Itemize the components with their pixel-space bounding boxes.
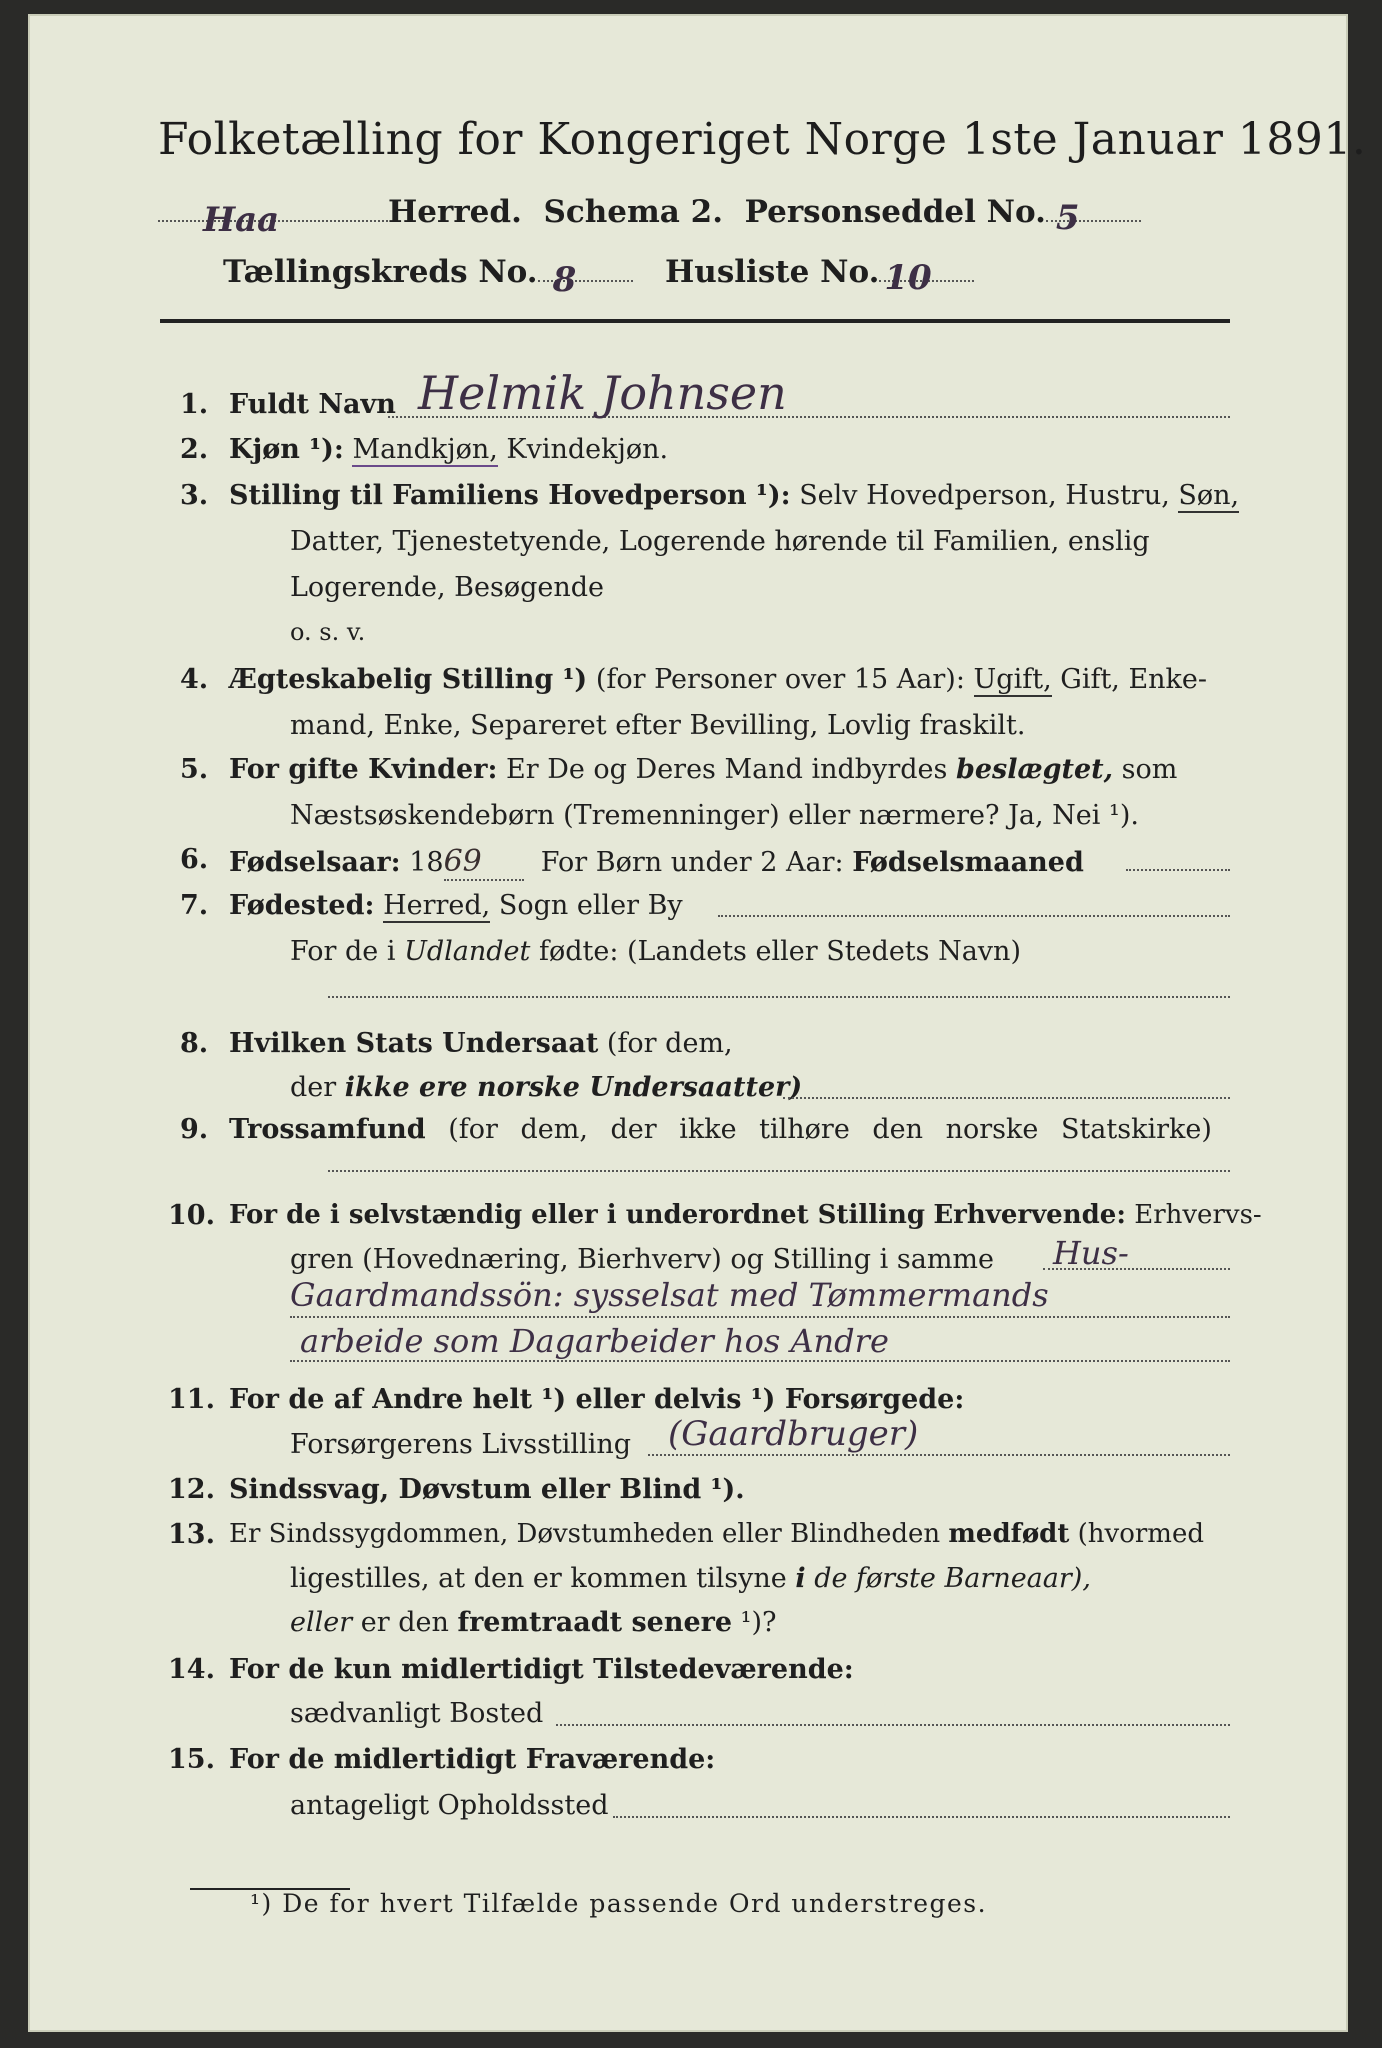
q8-text2-italic: ikke ere norske Undersaatter) — [344, 1072, 803, 1103]
q13-text2-bold: i — [795, 1563, 806, 1594]
q10-number: 10. — [168, 1200, 215, 1231]
q9-line1 — [229, 1114, 1212, 1145]
q10-line4 — [290, 1360, 1230, 1362]
q3-line1 — [229, 480, 1239, 511]
q7-text2b: fødte: (Landets eller Stedets Navn) — [538, 936, 1021, 967]
q8-text1: (for dem, — [606, 1028, 733, 1059]
q2-label: Kjøn ¹): — [229, 434, 344, 465]
q8-number: 8. — [180, 1028, 209, 1059]
q2-option-kvindekjon: Kvindekjøn. — [506, 434, 669, 465]
q13-line1 — [229, 1519, 1204, 1549]
q10-label: For de i selvstændig eller i underordnet Stilling — [229, 1200, 926, 1230]
q13-line2 — [290, 1563, 1091, 1594]
form-title: Folketælling for Kongeriget Norge 1ste Januar 1891. — [158, 114, 1367, 165]
q7-line2 — [290, 936, 1021, 967]
q12-number: 12. — [168, 1474, 215, 1505]
q7-line — [718, 915, 1230, 917]
q13-number: 13. — [168, 1519, 215, 1550]
q4-text2: Gift, Enke- — [1060, 664, 1208, 695]
q5-text1: Er De og Deres Mand indbyrdes — [506, 754, 948, 785]
q7-text2a: For de i — [290, 936, 396, 967]
footnote: ¹) De for hvert Tilfælde passende Ord understreges. — [250, 1889, 988, 1918]
q13-text3a: er den — [360, 1607, 449, 1638]
q10-line3 — [290, 1316, 1230, 1318]
q3-option-son: Søn, — [1178, 480, 1240, 511]
herred-field — [158, 200, 388, 240]
q10-handwritten-1: Hus- — [1053, 1234, 1129, 1272]
q12-label: Sindssvag, Døvstum eller Blind ¹). — [229, 1474, 745, 1505]
q9-answer-line — [328, 1170, 1230, 1172]
q2-line — [229, 434, 668, 465]
q8-text2a: der — [290, 1072, 337, 1103]
census-form-page — [28, 14, 1367, 2032]
q9-number: 9. — [180, 1114, 209, 1145]
herred-value: Haa — [203, 200, 280, 240]
husliste-field — [879, 258, 974, 298]
q4-line1 — [229, 664, 1207, 695]
q10-handwritten-3: arbeide som Dagarbeider hos Andre — [300, 1322, 889, 1360]
q11-label: For de af Andre helt ¹) eller delvis ¹) Forsørgede: — [229, 1384, 965, 1415]
husliste-value: 10 — [884, 258, 932, 298]
q6-number: 6. — [180, 844, 209, 875]
q13-text1-bold: medfødt — [948, 1519, 1070, 1549]
q3-text4: o. s. v. — [290, 618, 366, 646]
q11-text2: Forsørgerens Livsstilling — [290, 1429, 632, 1460]
q13-text3-italic: eller — [290, 1607, 353, 1638]
q14-line — [556, 1724, 1230, 1726]
q15-line — [613, 1816, 1230, 1818]
q6-text2: For Børn under 2 Aar: — [540, 847, 844, 878]
q10-line1 — [229, 1200, 1262, 1230]
q6-label2: Fødselsmaaned — [852, 847, 1084, 878]
q11-handwritten: (Gaardbruger) — [668, 1414, 919, 1454]
q3-text2: Datter, Tjenestetyende, Logerende hørende til Familien, enslig — [290, 526, 1150, 557]
q10-text1: Erhvervs- — [1134, 1200, 1262, 1230]
q7-text1: Sogn eller By — [498, 890, 683, 921]
q14-number: 14. — [168, 1654, 215, 1685]
q7-label: Fødested: — [229, 890, 375, 921]
q2-number: 2. — [180, 434, 209, 465]
q15-text2: antageligt Opholdssted — [290, 1790, 609, 1821]
q4-label: Ægteskabelig Stilling ¹) — [229, 664, 588, 695]
q5-line1 — [229, 754, 1177, 785]
q4-number: 4. — [180, 664, 209, 695]
q13-text1c: (hvormed — [1077, 1519, 1204, 1549]
q9-text1: (for dem, der ikke tilhøre den norske Statskirke) — [448, 1114, 1212, 1145]
q13-text3c: ¹)? — [740, 1607, 777, 1638]
q5-text1-italic: beslægtet, — [955, 754, 1114, 785]
q3-number: 3. — [180, 480, 209, 511]
kreds-label: Tællingskreds No. — [223, 254, 538, 290]
q6-line — [229, 844, 1084, 881]
personseddel-label: Personseddel No. — [744, 194, 1046, 230]
q10-handwritten-2: Gaardmandssön: sysselsat med Tømmermands — [290, 1276, 1049, 1314]
q6-label: Fødselsaar: — [229, 847, 401, 878]
q13-text2-italic: de første Barneaar), — [814, 1563, 1091, 1594]
q1-name-value: Helmik Johnsen — [418, 366, 787, 420]
q1-label — [229, 389, 396, 420]
q2-option-mandkjon: Mandkjøn, — [352, 434, 498, 465]
herred-label: Herred. — [388, 194, 522, 230]
q1-label-text: Fuldt Navn — [229, 389, 396, 420]
personseddel-value: 5 — [1055, 198, 1080, 238]
kreds-field — [538, 260, 633, 300]
q14-label: For de kun midlertidigt Tilstedeværende: — [229, 1654, 854, 1685]
q5-label: For gifte Kvinder: — [229, 754, 498, 785]
q5-text1b: som — [1121, 754, 1178, 785]
q8-line2 — [290, 1072, 802, 1103]
q4-option-ugift: Ugift, — [973, 664, 1052, 695]
q4-text1: (for Personer over 15 Aar): — [595, 664, 965, 695]
q13-text2a: ligestilles, at den er kommen tilsyne — [290, 1563, 787, 1594]
q13-text3-bold: fremtraadt senere — [457, 1607, 733, 1638]
q6-year-value: 69 — [444, 844, 524, 881]
q11-line — [648, 1454, 1230, 1456]
q3-text3: Logerende, Besøgende — [290, 572, 604, 603]
kreds-line — [223, 254, 974, 300]
q1-number: 1. — [180, 389, 209, 420]
q6-prefix: 18 — [409, 847, 444, 878]
herred-line — [158, 194, 1141, 240]
q7-answer-line — [328, 996, 1230, 998]
q3-label: Stilling til Familiens Hovedperson ¹): — [229, 480, 791, 511]
header-divider — [160, 319, 1230, 323]
q7-text2-italic: Udlandet — [404, 936, 531, 967]
q7-line1 — [229, 890, 683, 921]
q4-text3: mand, Enke, Separeret efter Bevilling, Lovlig fraskilt. — [290, 710, 1026, 741]
q10-text2: gren (Hovednæring, Bierhverv) og Stilling i samme — [290, 1244, 995, 1275]
q5-text2: Næstsøskendebørn (Tremenninger) eller nærmere? Ja, Nei ¹). — [290, 800, 1139, 831]
husliste-label: Husliste No. — [665, 254, 880, 290]
q15-label: For de midlertidigt Fraværende: — [229, 1744, 716, 1775]
q14-text2: sædvanligt Bosted — [290, 1698, 544, 1729]
q9-label: Trossamfund — [229, 1114, 426, 1145]
personseddel-field — [1046, 198, 1141, 238]
q7-option-herred: Herred, — [383, 890, 491, 921]
kreds-value: 8 — [552, 260, 577, 300]
q5-number: 5. — [180, 754, 209, 785]
q15-number: 15. — [168, 1744, 215, 1775]
q3-text1: Selv Hovedperson, Hustru, — [799, 480, 1170, 511]
q8-line — [783, 1097, 1230, 1099]
q11-number: 11. — [168, 1384, 215, 1415]
q10-label-b: Erhvervende: — [933, 1200, 1126, 1230]
q13-text1a: Er Sindssygdommen, Døvstumheden eller Blindheden — [229, 1519, 941, 1549]
q8-label: Hvilken Stats Undersaat — [229, 1028, 599, 1059]
q6-month-line — [1126, 869, 1230, 871]
q8-line1 — [229, 1028, 733, 1059]
q13-line3 — [290, 1607, 777, 1638]
schema-label: Schema 2. — [543, 194, 724, 230]
q7-number: 7. — [180, 890, 209, 921]
